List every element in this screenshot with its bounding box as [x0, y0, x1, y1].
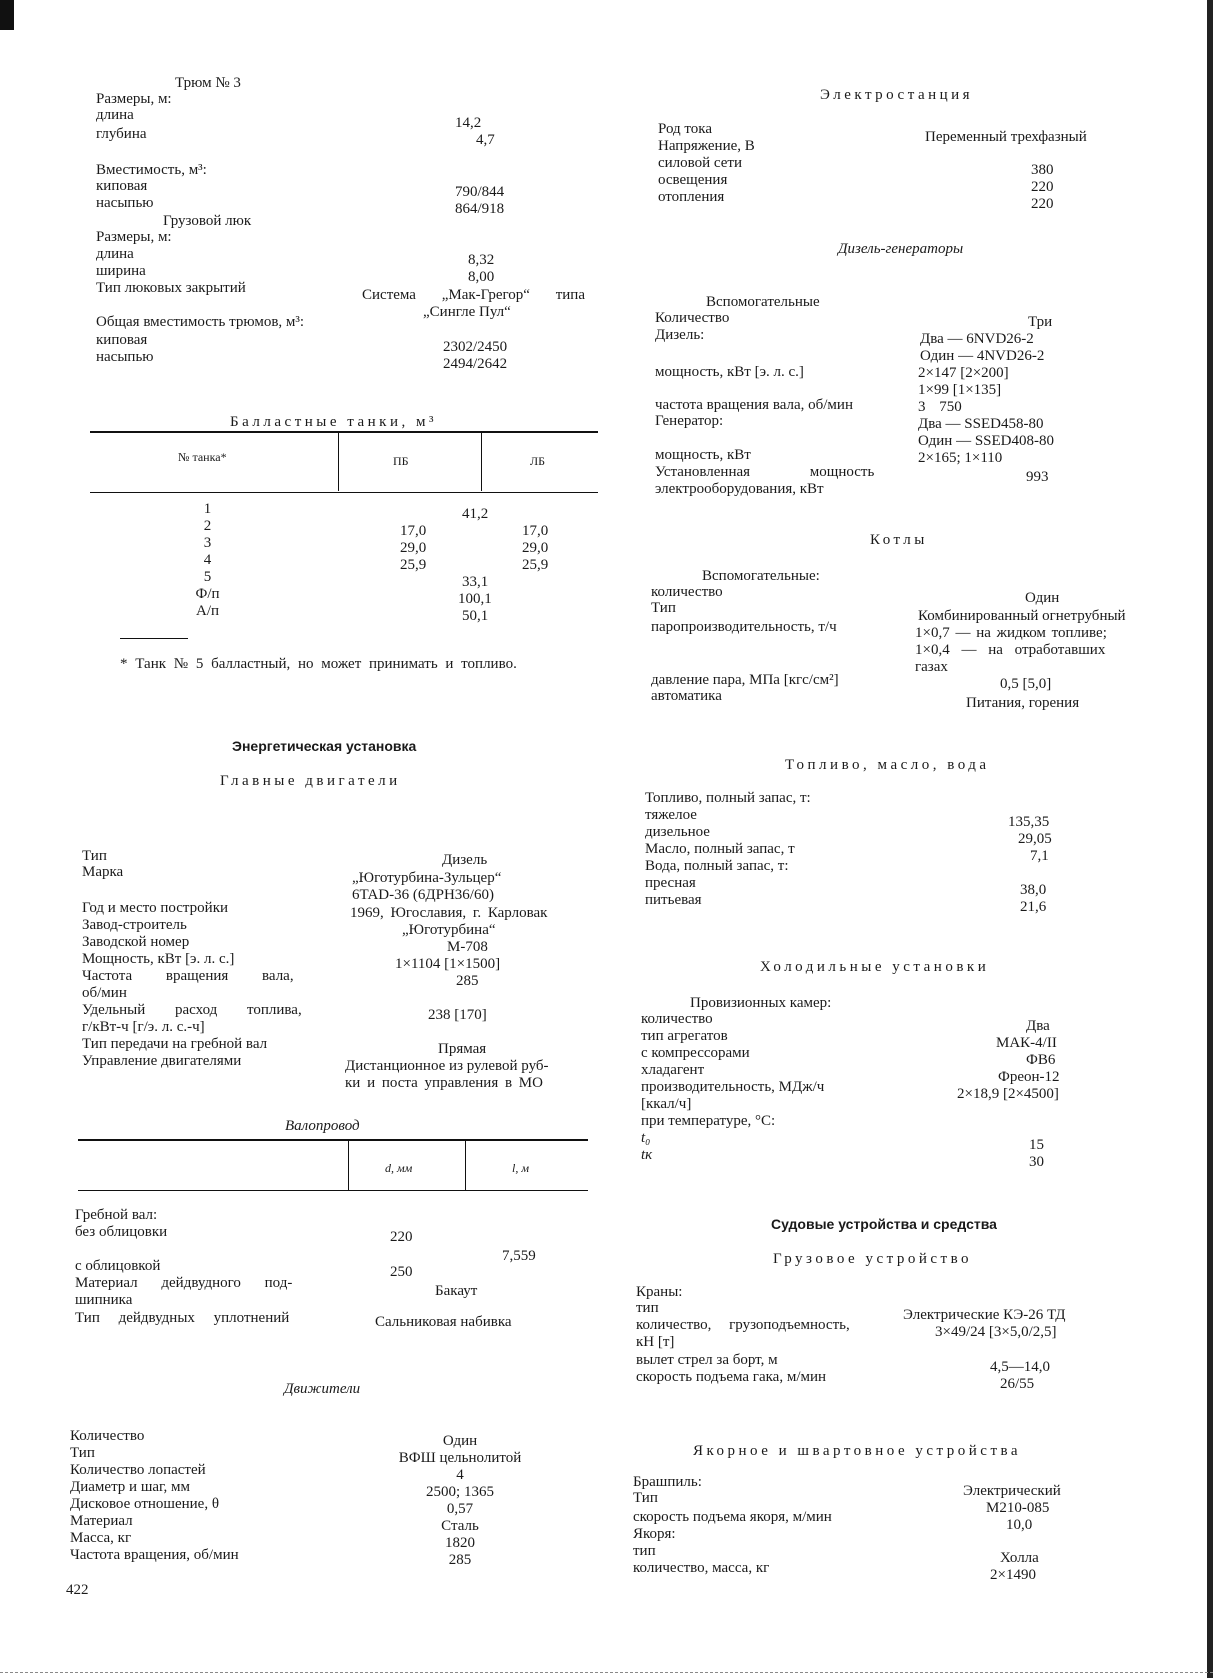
total-bale-value: 2302/2450 — [443, 339, 508, 355]
refrig-title: Холодильные установки — [760, 959, 990, 975]
scan-corner-mark — [0, 0, 14, 30]
shaft-table-divider-2 — [465, 1140, 466, 1190]
engine-type-value: Дизель — [442, 852, 488, 868]
engine-control-value-1: Дистанционное из рулевой руб- — [345, 1058, 549, 1074]
shaft-l-value: 7,559 — [502, 1248, 536, 1264]
propulsor-label: Частота вращения, об/мин — [70, 1547, 239, 1563]
diesel-gen-rpm-value: 3 750 — [918, 399, 962, 415]
refrig-units-label: тип агрегатов — [641, 1028, 728, 1044]
boilers-qty-label: количество — [651, 584, 723, 600]
diesel-gen-diesel-value-1: Два — 6NVD26-2 — [920, 331, 1034, 347]
diesel-gen-diesel-label: Дизель: — [655, 327, 705, 343]
boilers-steam-value-3: газах — [915, 659, 948, 675]
electro-title: Электростанция — [820, 87, 974, 103]
engine-transmission-value: Прямая — [438, 1041, 487, 1057]
windlass-speed-value: 10,0 — [1006, 1517, 1033, 1533]
hold3-depth-value: 4,7 — [476, 132, 495, 148]
ballast-row-lb: 17,0 — [522, 523, 549, 539]
ballast-title: Балластные танки, м³ — [230, 414, 437, 430]
boilers-qty-value: Один — [1025, 590, 1060, 606]
diesel-gen-power-label: мощность, кВт [э. л. с.] — [655, 364, 804, 380]
hatch-length-label: длина — [96, 246, 134, 262]
engine-power-value: 1×1104 [1×1500] — [395, 956, 501, 972]
diesel-gen-generator-value-2: Один — SSED408-80 — [918, 433, 1054, 449]
refrig-capacity-label-2: [ккал/ч] — [641, 1096, 692, 1112]
engine-rpm-value: 285 — [456, 973, 479, 989]
windlass-label: Брашпиль: — [633, 1474, 702, 1490]
engine-control-value-2: ки и поста управления в МО — [345, 1075, 543, 1091]
propulsor-label: Дисковое отношение, θ — [70, 1496, 220, 1512]
ballast-row-pb: 29,0 — [400, 540, 427, 556]
engine-fuel-value: 238 [170] — [428, 1007, 487, 1023]
shaft-table-top-rule — [78, 1139, 588, 1141]
engine-brand-label: Марка — [82, 864, 124, 880]
engine-built-value: 1969, Югославия, г. Карловак — [350, 905, 548, 921]
hatch-sizes-label: Размеры, м: — [96, 229, 172, 245]
diesel-gen-generator-value-1: Два — SSED458-80 — [918, 416, 1044, 432]
electro-voltage-label: Напряжение, В — [658, 138, 755, 154]
engine-type-label: Тип — [82, 848, 107, 864]
cranes-type-label: тип — [636, 1300, 659, 1316]
shaft-no-lining-label: без облицовки — [75, 1224, 168, 1240]
footnote-rule — [120, 638, 188, 639]
shaft-label: Гребной вал: — [75, 1207, 158, 1223]
shaft-bearing-label-1: Материал дейдвудного под- — [75, 1275, 293, 1291]
propulsors-title: Движители — [284, 1381, 361, 1397]
engine-plant-label: Завод-строитель — [82, 917, 187, 933]
electro-lighting-value: 220 — [1031, 179, 1054, 195]
shaft-title: Валопровод — [285, 1118, 360, 1134]
diesel-gen-qty-value: Три — [1028, 314, 1053, 330]
hold3-title: Трюм № 3 — [175, 75, 241, 91]
ballast-header-lb: ЛБ — [530, 454, 546, 468]
total-bale-label: киповая — [96, 332, 148, 348]
diesel-gen-installed-label-1: Установленная мощность — [655, 464, 875, 480]
engine-rpm-label-2: об/мин — [82, 985, 127, 1001]
diesel-gen-diesel-value-2: Один — 4NVD26-2 — [920, 348, 1045, 364]
engine-fuel-label-1: Удельный расход топлива, — [82, 1002, 302, 1018]
diesel-gen-power-value-1: 2×147 [2×200] — [918, 365, 1009, 381]
cranes-reach-label: вылет стрел за борт, м — [636, 1352, 778, 1368]
electro-power-net-label: силовой сети — [658, 155, 743, 171]
refrig-compressors-value: ФВ6 — [1026, 1052, 1056, 1068]
diesel-gen-qty-label: Количество — [655, 310, 730, 326]
ballast-row-center: 100,1 — [458, 591, 492, 607]
cranes-speed-value: 26/55 — [1000, 1376, 1035, 1392]
shaft-col-l: l, м — [512, 1161, 529, 1175]
power-plant-title: Энергетическая установка — [232, 738, 417, 754]
fuel-oil-label: Масло, полный запас, т — [645, 841, 795, 857]
ballast-row-n: 5 — [203, 569, 212, 585]
engine-plant-value: „Юготурбина“ — [402, 922, 496, 938]
refrig-refrigerant-value: Фреон-12 — [998, 1069, 1060, 1085]
diesel-gen-generator-label: Генератор: — [655, 413, 724, 429]
hatch-length-value: 8,32 — [468, 252, 495, 268]
engine-brand-value-2: 6TAD-36 (6ДРН36/60) — [352, 887, 494, 903]
closure-value-2: „Сингле Пул“ — [423, 304, 511, 320]
refrig-units-value: МАК-4/II — [996, 1035, 1057, 1051]
refrig-tk-label: tк — [641, 1147, 653, 1163]
propulsor-label: Диаметр и шаг, мм — [70, 1479, 190, 1495]
total-capacity-label: Общая вместимость трюмов, м³: — [96, 314, 305, 330]
ballast-row-lb: 29,0 — [522, 540, 549, 556]
cranes-qty-label-2: кН [т] — [636, 1334, 675, 1350]
hold3-length-label: длина — [96, 107, 134, 123]
ballast-header-tank: № танка* — [178, 450, 227, 464]
cranes-label: Краны: — [636, 1284, 683, 1300]
shaft-col-d: d, мм — [385, 1161, 413, 1175]
ballast-row-n: 4 — [203, 552, 212, 568]
anchors-type-label: тип — [633, 1543, 656, 1559]
engine-rpm-label-1: Частота вращения вала, — [82, 968, 294, 984]
shaft-bearing-value: Бакаут — [435, 1283, 478, 1299]
ballast-table-divider-1 — [338, 432, 339, 491]
fuel-drink-label: питьевая — [645, 892, 702, 908]
electro-current-label: Род тока — [658, 121, 712, 137]
propulsor-label: Количество лопастей — [70, 1462, 206, 1478]
hold3-grain-label: насыпью — [96, 195, 154, 211]
hold3-capacity-label: Вместимость, м³: — [96, 162, 207, 178]
propulsor-value: ВФШ цельнолитой — [398, 1450, 522, 1466]
refrig-capacity-label-1: производительность, МДж/ч — [641, 1079, 825, 1095]
windlass-type-value-1: Электрический — [963, 1483, 1061, 1499]
diesel-gen-rpm-label: частота вращения вала, об/мин — [655, 397, 853, 413]
fuel-water-label: Вода, полный запас, т: — [645, 858, 789, 874]
shaft-table-divider-1 — [348, 1140, 349, 1190]
propulsor-value: 1820 — [445, 1535, 475, 1551]
hatch-title: Грузовой люк — [163, 213, 252, 229]
propulsor-value: 4 — [456, 1467, 464, 1483]
scan-right-edge — [1207, 0, 1213, 1678]
diesel-gen-installed-value: 993 — [1026, 469, 1049, 485]
refrig-t0-label: t₀ — [641, 1130, 651, 1146]
boilers-title: Котлы — [870, 532, 928, 548]
boilers-steam-value-1: 1×0,7 — на жидком топливе; — [915, 625, 1107, 641]
fuel-label: Топливо, полный запас, т: — [645, 790, 811, 806]
ballast-row-center: 33,1 — [462, 574, 489, 590]
anchor-title: Якорное и швартовное устройства — [693, 1443, 1022, 1459]
fuel-oil-value: 7,1 — [1030, 848, 1049, 864]
page-number: 422 — [66, 1582, 89, 1598]
ballast-table-header-rule — [90, 492, 598, 493]
ballast-footnote: * Танк № 5 балластный, но может принимать и топливо. — [120, 656, 517, 672]
engine-built-label: Год и место постройки — [82, 900, 229, 916]
windlass-type-value-2: М210-085 — [986, 1500, 1050, 1516]
hold3-grain-value: 864/918 — [455, 201, 505, 217]
fuel-heavy-value: 135,35 — [1008, 814, 1050, 830]
cranes-reach-value: 4,5—14,0 — [990, 1359, 1050, 1375]
ballast-table-top-rule — [90, 431, 598, 433]
electro-current-value: Переменный трехфазный — [925, 129, 1087, 145]
fuel-drink-value: 21,6 — [1020, 899, 1047, 915]
hold3-depth-label: глубина — [96, 126, 147, 142]
cranes-speed-label: скорость подъема гака, м/мин — [636, 1369, 827, 1385]
boilers-steam-value-2: 1×0,4 — на отработавших — [915, 642, 1106, 658]
ballast-row-n: Ф/п — [195, 586, 220, 602]
fuel-fresh-value: 38,0 — [1020, 882, 1047, 898]
propulsor-value: 0,57 — [446, 1501, 474, 1517]
shaft-lining-label: с облицовкой — [75, 1258, 161, 1274]
shaft-seal-value: Сальниковая набивка — [375, 1314, 512, 1330]
hold3-bale-value: 790/844 — [455, 184, 505, 200]
ballast-row-pb: 17,0 — [400, 523, 427, 539]
cranes-qty-value: 3×49/24 [3×5,0/2,5] — [935, 1324, 1057, 1340]
hold3-sizes-label: Размеры, м: — [96, 91, 172, 107]
shaft-table-header-rule — [78, 1190, 588, 1191]
electro-power-net-value: 380 — [1031, 162, 1054, 178]
fuel-heavy-label: тяжелое — [645, 807, 697, 823]
engine-control-label: Управление двигателями — [82, 1053, 242, 1069]
ballast-header-pb: ПБ — [393, 454, 409, 468]
hatch-width-label: ширина — [96, 263, 146, 279]
propulsor-value: Один — [442, 1433, 478, 1449]
shaft-no-lining-d: 220 — [390, 1229, 413, 1245]
engine-serial-label: Заводской номер — [82, 934, 190, 950]
ballast-row-n: А/п — [195, 603, 220, 619]
ballast-row-n: 2 — [203, 518, 212, 534]
diesel-gen-gen-power-label: мощность, кВт — [655, 447, 751, 463]
ballast-row-lb: 25,9 — [522, 557, 549, 573]
fuel-diesel-label: дизельное — [645, 824, 710, 840]
shaft-seal-label: Тип дейдвудных уплотнений — [75, 1310, 290, 1326]
closure-value-1: Система „Мак-Грегор“ типа — [362, 287, 585, 303]
devices-title: Судовые устройства и средства — [771, 1216, 997, 1232]
refrig-qty-value: Два — [1026, 1018, 1050, 1034]
ballast-row-n: 3 — [203, 535, 212, 551]
ballast-table-divider-2 — [481, 432, 482, 491]
boilers-auto-value: Питания, горения — [966, 695, 1080, 711]
refrig-tk-value: 30 — [1029, 1154, 1044, 1170]
refrig-temp-label: при температуре, °С: — [641, 1113, 776, 1129]
main-engines-title: Главные двигатели — [220, 773, 401, 789]
diesel-gen-aux-label: Вспомогательные — [706, 294, 820, 310]
propulsor-value: 285 — [448, 1552, 472, 1568]
diesel-gen-installed-label-2: электрооборудования, кВт — [655, 481, 824, 497]
cargo-gear-title: Грузовое устройство — [773, 1251, 973, 1267]
refrig-compressors-label: с компрессорами — [641, 1045, 750, 1061]
windlass-type-label: Тип — [633, 1490, 658, 1506]
diesel-gen-power-value-2: 1×99 [1×135] — [918, 382, 1002, 398]
closure-label: Тип люковых закрытий — [96, 280, 246, 296]
hold3-length-value: 14,2 — [455, 115, 482, 131]
ballast-row-center: 41,2 — [462, 506, 489, 522]
boilers-type-label: Тип — [651, 600, 676, 616]
diesel-gen-gen-power-value: 2×165; 1×110 — [918, 450, 1003, 466]
electro-heating-value: 220 — [1031, 196, 1054, 212]
scan-bottom-dashes — [0, 1672, 1213, 1673]
refrig-chambers-label: Провизионных камер: — [690, 995, 832, 1011]
refrig-refrigerant-label: хладагент — [641, 1062, 705, 1078]
electro-heating-label: отопления — [658, 189, 725, 205]
refrig-capacity-value: 2×18,9 [2×4500] — [957, 1086, 1059, 1102]
hatch-width-value: 8,00 — [468, 269, 495, 285]
engine-transmission-label: Тип передачи на гребной вал — [82, 1036, 268, 1052]
boilers-aux-label: Вспомогательные: — [702, 568, 820, 584]
propulsor-label: Количество — [70, 1428, 145, 1444]
boilers-pressure-label: давление пара, МПа [кгс/см²] — [651, 672, 839, 688]
fuel-title: Топливо, масло, вода — [785, 757, 990, 773]
cranes-qty-label-1: количество, грузоподъемность, — [636, 1317, 850, 1333]
diesel-gen-title: Дизель-генераторы — [838, 241, 964, 257]
boilers-pressure-value: 0,5 [5,0] — [1000, 676, 1052, 692]
boilers-steam-label: паропроизводительность, т/ч — [651, 619, 837, 635]
total-grain-label: насыпью — [96, 349, 154, 365]
propulsor-label: Масса, кг — [70, 1530, 132, 1546]
engine-serial-value: М-708 — [447, 939, 488, 955]
total-grain-value: 2494/2642 — [443, 356, 508, 372]
refrig-t0-value: 15 — [1029, 1137, 1044, 1153]
cranes-type-value: Электрические КЭ-26 ТД — [903, 1307, 1066, 1323]
windlass-speed-label: скорость подъема якоря, м/мин — [633, 1509, 832, 1525]
shaft-lining-d: 250 — [390, 1264, 413, 1280]
propulsor-label: Тип — [70, 1445, 95, 1461]
shaft-bearing-label-2: шипника — [75, 1292, 133, 1308]
anchors-type-value: Холла — [1000, 1550, 1039, 1566]
anchors-label: Якоря: — [633, 1526, 676, 1542]
ballast-row-n: 1 — [203, 501, 212, 517]
hold3-bale-label: киповая — [96, 178, 148, 194]
ballast-row-center: 50,1 — [462, 608, 489, 624]
engine-power-label: Мощность, кВт [э. л. с.] — [82, 951, 235, 967]
electro-lighting-label: освещения — [658, 172, 728, 188]
refrig-qty-label: количество — [641, 1011, 713, 1027]
anchors-mass-label: количество, масса, кг — [633, 1560, 770, 1576]
boilers-type-value: Комбинированный огнетрубный — [918, 608, 1126, 624]
propulsor-label: Материал — [70, 1513, 133, 1529]
ballast-row-pb: 25,9 — [400, 557, 427, 573]
boilers-auto-label: автоматика — [651, 688, 722, 704]
engine-brand-value-1: „Юготурбина-Зульцер“ — [352, 870, 502, 886]
propulsor-value: Сталь — [441, 1518, 479, 1534]
fuel-diesel-value: 29,05 — [1018, 831, 1052, 847]
anchors-mass-value: 2×1490 — [990, 1567, 1036, 1583]
fuel-fresh-label: пресная — [645, 875, 696, 891]
propulsor-value: 2500; 1365 — [426, 1484, 494, 1500]
engine-fuel-label-2: г/кВт-ч [г/э. л. с.-ч] — [82, 1019, 205, 1035]
